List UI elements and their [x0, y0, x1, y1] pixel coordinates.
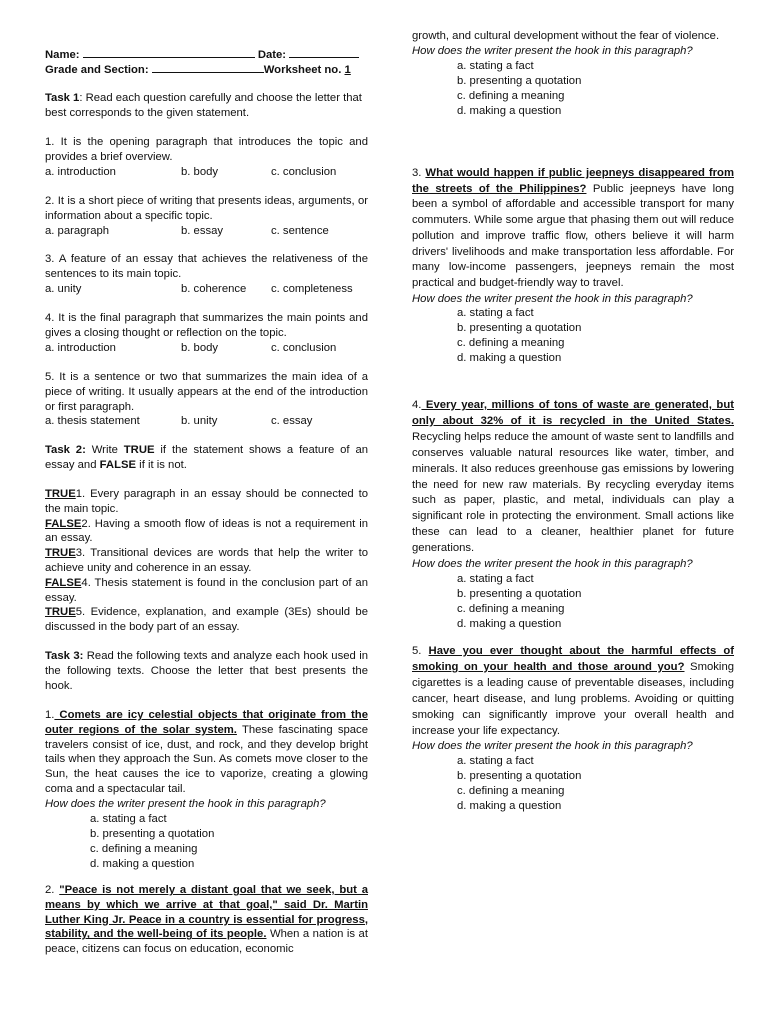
option-a: a. stating a fact: [457, 572, 534, 585]
choices-row: a. thesis statement b. unity c. essay: [45, 415, 313, 428]
task2-instructions: Task 2: Write TRUE if the statement shows a feature of an essay and FALSE if it is not.: [45, 444, 369, 471]
hook-question: How does the writer present the hook in this paragraph?: [412, 740, 693, 753]
option-b: b. presenting a quotation: [457, 322, 582, 335]
date-blank: [289, 46, 359, 58]
option-c: c. defining a meaning: [90, 842, 198, 855]
task2-item: FALSE4. Thesis statement is found in the conclusion part of an essay.: [45, 576, 368, 604]
name-blank: [83, 46, 255, 58]
hook-text: What would happen if public jeepneys disappeared from the streets of the Philippines?: [412, 167, 734, 195]
task2-item: TRUE3. Transitional devices are words that help the writer to achieve unity and coherence in an essay.: [45, 547, 368, 574]
option-a: a. stating a fact: [457, 59, 534, 72]
hook-question: How does the writer present the hook in this paragraph?: [412, 44, 693, 57]
task3-instructions: Task 3: Read the following texts and analyze each hook used in the following texts. Choose the letter that best presents the hook.: [45, 650, 368, 692]
option-c: c. defining a meaning: [457, 602, 565, 615]
task1-item-3: 3. A feature of an essay that achieves the relativeness of the sentences to its main topic. a. unity b. coherence c. completeness: [45, 253, 368, 295]
task1-item-2: 2. It is a short piece of writing that presents ideas, arguments, or information about a specific topic. a. paragraph b. essay c. sentence: [45, 195, 368, 237]
hook-text: Every year, millions of tons of waste are generated, but only about 32% of it is recycled in the United States.: [412, 399, 734, 427]
choices-row: a. introduction b. body c. conclusion: [45, 341, 337, 354]
choices-row: a. introduction b. body c. conclusion: [45, 165, 337, 178]
task2-item: FALSE2. Having a smooth flow of ideas is not a requirement in an essay.: [45, 517, 368, 545]
hook-text: "Peace is not merely a distant goal that we seek, but a means by which we arrive at that goal," said Dr. Martin Luther King Jr. Peace in a country is essential for progress, stability, and the well-being of its people.: [45, 884, 368, 941]
option-d: d. making a question: [457, 617, 562, 630]
hook-question: How does the writer present the hook in this paragraph?: [412, 558, 693, 571]
choices-row: a. paragraph b. essay c. sentence: [45, 224, 329, 237]
grade-blank: [152, 61, 264, 73]
option-c: c. defining a meaning: [457, 785, 565, 798]
hook-text: Comets are icy celestial objects that originate from the outer regions of the solar system.: [45, 709, 368, 736]
option-list: [412, 306, 734, 366]
option-list: [45, 812, 368, 872]
hook-question: How does the writer present the hook in this paragraph?: [45, 797, 326, 810]
option-d: d. making a question: [457, 352, 562, 365]
choices-row: a. unity b. coherence c. completeness: [45, 282, 353, 295]
option-a: a. stating a fact: [457, 755, 534, 768]
header-name-date: Name: Date:: [45, 46, 368, 63]
option-d: d. making a question: [90, 857, 195, 870]
option-list: [412, 572, 734, 632]
option-c: c. defining a meaning: [457, 89, 565, 102]
option-d: d. making a question: [457, 104, 562, 117]
task1-item-1: 1. It is the opening paragraph that introduces the topic and provides a brief overview. a. introduction b. body c. conclusion: [45, 136, 368, 178]
option-d: d. making a question: [457, 800, 562, 813]
task2-item: TRUE1. Every paragraph in an essay should be connected to the main topic.: [45, 488, 368, 515]
worksheet-number: 1: [344, 64, 351, 76]
option-list: [412, 59, 734, 119]
option-b: b. presenting a quotation: [457, 74, 582, 87]
passage-2: 2. "Peace is not merely a distant goal that we seek, but a means by which we arrive at that goal," said Dr. Martin Luther King Jr. Peace in a country is essential for progress, stability, and the well-being of its people. When a nation is at peace, citizens can focus on education, economic: [45, 884, 368, 956]
option-list: [412, 754, 734, 814]
option-a: a. stating a fact: [90, 812, 167, 825]
passage-5: 5. Have you ever thought about the harmful effects of smoking on your health and those around you? Smoking cigarettes is a leading cause of preventable diseases, including cancer, heart disease, and lung problems. Avoiding or quitting smoking can significantly improve your overall health and increase your life expectancy. How does the writer present the hook in this paragraph? a. stating a fact b. presenting a quotation c. defining a meaning d. making a question: [412, 645, 735, 813]
passage-2-continued: growth, and cultural development without the fear of violence. How does the writer present the hook in this paragraph? a. stating a fact b. presenting a quotation c. defining a meaning d. making a question: [412, 29, 734, 119]
hook-question: How does the writer present the hook in this paragraph?: [412, 292, 693, 305]
passage-4: 4. Every year, millions of tons of waste are generated, but only about 32% of it is recycled in the United States. Recycling helps reduce the amount of waste sent to landfills and conserves valuable natural resources like water, timber, and minerals. It also reduces greenhouse gas emissions by lowering the need for new raw materials. By recycling everyday items such as paper, plastic, and metal, individuals can play a significant role in protecting the environment. Small actions like these can lead to a cleaner, healthier planet for future generations. How does the writer present the hook in this paragraph? a. stating a fact b. presenting a quotation c. defining a meaning d. making a question: [412, 399, 734, 630]
option-b: b. presenting a quotation: [457, 770, 582, 783]
option-c: c. defining a meaning: [457, 337, 565, 350]
task2-item: TRUE5. Evidence, explanation, and example (3Es) should be discussed in the body part of an essay.: [45, 606, 368, 634]
task2-items: [45, 487, 368, 635]
task1-instructions: Task 1: Read each question carefully and choose the letter that best corresponds to the given statement.: [45, 92, 362, 119]
task1-item-5: 5. It is a sentence or two that summarizes the main idea of a piece of writing. It usually appears at the end of the introduction or first paragraph. a. thesis statement b. unity c. essay: [45, 371, 368, 428]
header-grade-worksheet: Grade and Section: Worksheet no. 1: [45, 61, 368, 78]
task1-item-4: 4. It is the final paragraph that summarizes the main points and gives a closing thought or reflection on the topic. a. introduction b. body c. conclusion: [45, 312, 368, 354]
option-b: b. presenting a quotation: [457, 587, 582, 600]
option-b: b. presenting a quotation: [90, 827, 215, 840]
passage-3: 3. What would happen if public jeepneys disappeared from the streets of the Philippines? Public jeepneys have long been a symbol of affordable and accessible transport for many commuters. While some argue that phasing them out will reduce pollution and improve traffic flow, others believe it will harm drivers' livelihoods and make transportation less affordable. For many low-income passengers, jeepneys remain the most practical and budget-friendly way to travel. How does the writer present the hook in this paragraph? a. stating a fact b. presenting a quotation c. defining a meaning d. making a question: [412, 167, 734, 365]
hook-text: Have you ever thought about the harmful effects of smoking on your health and those around you?: [412, 645, 735, 673]
option-a: a. stating a fact: [457, 307, 534, 320]
passage-1: 1. Comets are icy celestial objects that originate from the outer regions of the solar system. These fascinating space travelers consist of ice, dust, and rock, and they develop bright tails when they approach the Sun. As comets move closer to the Sun, the heat causes the ice to vaporize, creating a glowing coma and a spectacular tail. How does the writer present the hook in this paragraph? a. stating a fact b. presenting a quotation c. defining a meaning d. making a question: [45, 709, 368, 870]
